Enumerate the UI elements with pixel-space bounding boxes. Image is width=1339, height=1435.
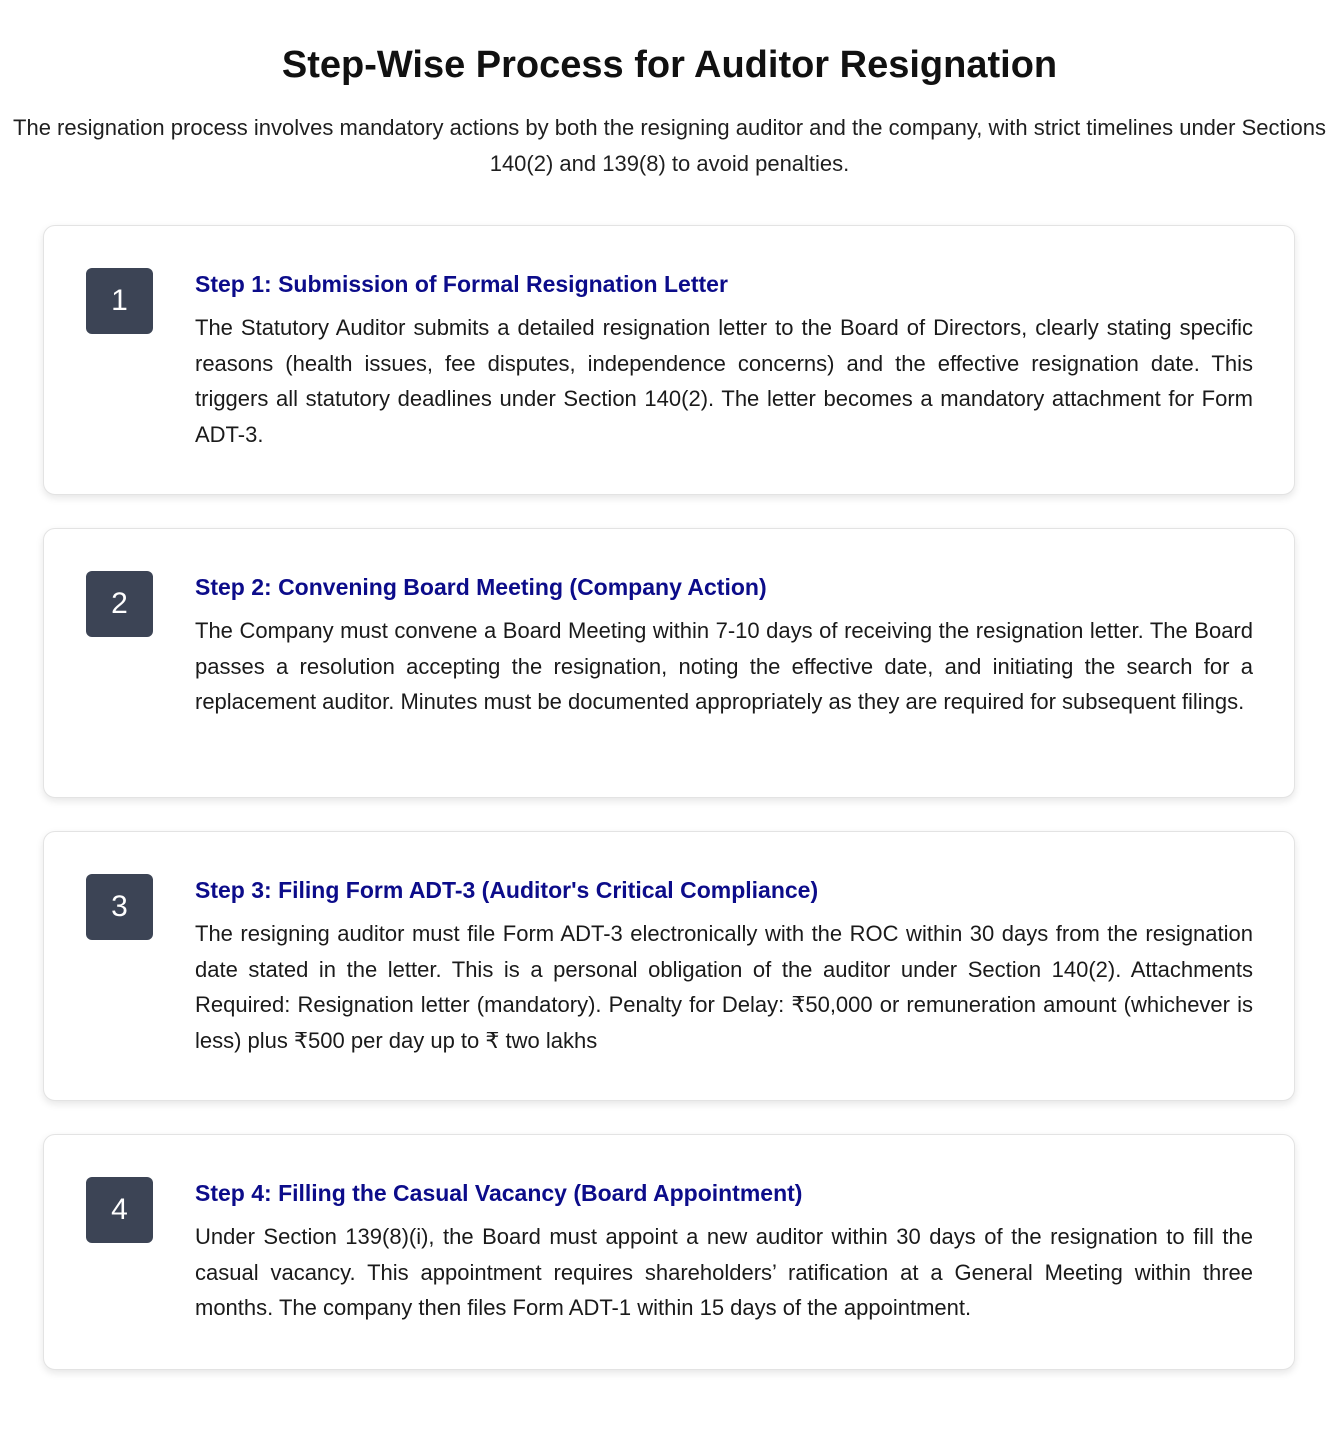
step-card-4 [43,1134,1295,1370]
step-description: Under Section 139(8)(i), the Board must appoint a new auditor within 30 days of the resignation to fill the casual vacancy. This appointment requires shareholders’ ratification at a General Meeting within three months. The company then files Form ADT-1 within 15 days of the appointment. [195,1224,1253,1320]
page-intro: The resignation process involves mandatory actions by both the resigning auditor and the company, with strict timelines under Sections 140(2) and 139(8) to avoid penalties. [13,115,1326,176]
steps-list [43,225,1295,1403]
step-number-badge: 3 [86,874,153,940]
step-number-badge: 2 [86,571,153,637]
step-card-2 [43,528,1295,798]
step-card-1 [43,225,1295,495]
step-body [195,1177,1253,1326]
step-description: The resigning auditor must file Form ADT-3 electronically with the ROC within 30 days from the resignation date stated in the letter. This is a personal obligation of the auditor under Section 140(2). Attachments Required: Resignation letter (mandatory). Penalty for Delay: ₹50,000 or remuneration amount (whichever is less) plus ₹500 per day up to ₹ two lakhs [195,921,1253,1053]
page-title: Step-Wise Process for Auditor Resignation [281,44,1058,86]
step-title: Step 1: Submission of Formal Resignation Letter [195,271,728,297]
step-title: Step 4: Filling the Casual Vacancy (Board Appointment) [195,1180,803,1206]
step-title: Step 3: Filing Form ADT-3 (Auditor's Critical Compliance) [195,877,819,903]
step-card-3 [43,831,1295,1101]
step-body [195,268,1253,452]
step-body [195,571,1253,720]
step-number-badge: 4 [86,1177,153,1243]
step-description: The Statutory Auditor submits a detailed resignation letter to the Board of Directors, clearly stating specific reasons (health issues, fee disputes, independence concerns) and the effective resignation date. This triggers all statutory deadlines under Section 140(2). The letter becomes a mandatory attachment for Form ADT-3. [195,315,1253,447]
step-body [195,874,1253,1058]
step-title: Step 2: Convening Board Meeting (Company Action) [195,574,767,600]
step-description: The Company must convene a Board Meeting within 7-10 days of receiving the resignation letter. The Board passes a resolution accepting the resignation, noting the effective date, and initiating the search for a replacement auditor. Minutes must be documented appropriately as they are required for subsequent filings. [195,618,1253,714]
step-number-badge: 1 [86,268,153,334]
